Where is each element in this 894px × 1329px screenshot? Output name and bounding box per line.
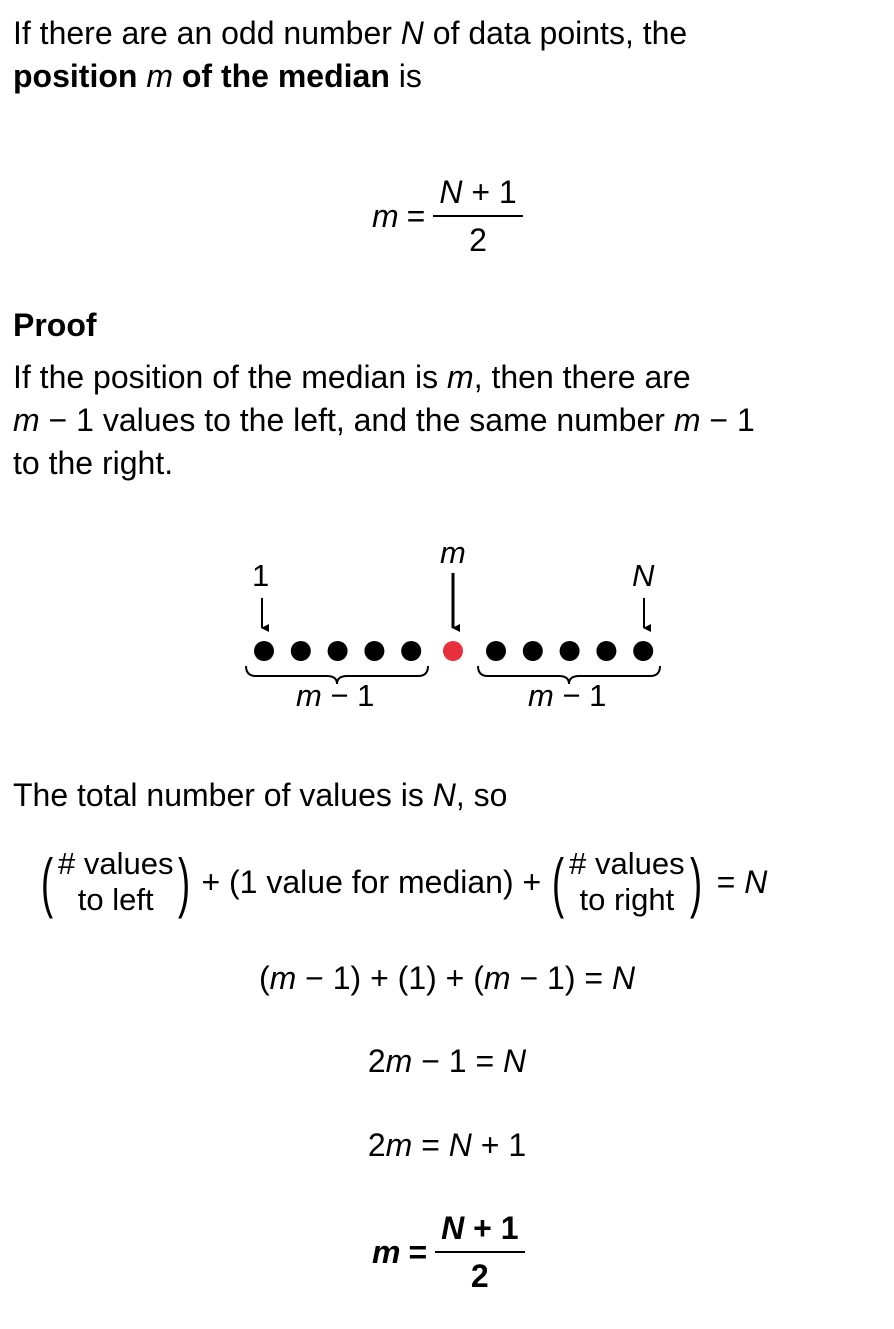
open-paren: ( [552, 845, 565, 919]
right-group [547, 846, 706, 918]
denominator: 2 [470, 1258, 489, 1294]
equals-sign: = [408, 1233, 428, 1270]
var-N: N [400, 15, 424, 51]
equation-end: = N [716, 863, 768, 900]
total-text: The total number of values is [13, 777, 433, 813]
equation-2: (m − 1) + (1) + (m − 1) = N [258, 960, 636, 996]
left-brace-label: m − 1 [296, 678, 375, 713]
close-paren: ) [178, 845, 191, 919]
bold-text: position [13, 58, 147, 94]
numerator: N + 1 [433, 173, 522, 217]
right-brace-label: m − 1 [528, 678, 607, 713]
denominator: 2 [469, 222, 487, 258]
intro-text: is [389, 58, 422, 94]
data-dot [364, 641, 384, 661]
open-paren: ( [40, 845, 54, 919]
total-text: , so [455, 777, 508, 813]
label-median: m [440, 535, 466, 570]
equation-words [36, 846, 767, 918]
result-formula [372, 1209, 525, 1295]
proof-text: If the position of the median is [13, 359, 448, 395]
total-sentence [13, 774, 507, 817]
data-dot [596, 641, 616, 661]
data-dot [560, 641, 580, 661]
left-stack [58, 846, 173, 918]
equals-sign: = [406, 197, 426, 234]
var-m: m [673, 402, 701, 438]
proof-heading: Proof [13, 307, 97, 343]
equation-middle: + (1 value for median) + [201, 863, 542, 900]
stack-top: # values [57, 846, 174, 881]
right-stack [569, 846, 684, 918]
var-m: m [13, 402, 40, 438]
proof-text: − 1 [700, 402, 755, 438]
fraction [435, 1209, 524, 1295]
proof-text: , then there are [473, 359, 691, 395]
equation-3: 2m − 1 = N [367, 1043, 527, 1079]
data-dot [633, 641, 653, 661]
bold-text: of the median [172, 58, 390, 94]
equation-4: 2m = N + 1 [367, 1127, 527, 1163]
left-group [36, 846, 195, 918]
data-dot [328, 641, 348, 661]
label-first: 1 [252, 558, 270, 593]
data-dot [254, 641, 274, 661]
var-m: m [146, 58, 173, 94]
data-dot [486, 641, 506, 661]
data-dot [291, 641, 311, 661]
data-dot [523, 641, 543, 661]
stack-top: # values [569, 846, 685, 881]
median-dot [443, 641, 463, 661]
label-last: N [632, 558, 655, 593]
close-paren: ) [689, 845, 702, 919]
intro-text: of data points, the [423, 15, 688, 51]
var-m: m [447, 359, 474, 395]
proof-line-3: to the right. [13, 445, 174, 481]
proof-text: − 1 values to the left, and the same number [39, 402, 674, 438]
numerator: N + 1 [435, 1209, 524, 1253]
var-m: m [372, 1233, 401, 1270]
dots-group [254, 641, 653, 661]
intro-text: If there are an odd number [13, 15, 401, 51]
stack-bottom: to right [579, 882, 675, 917]
var-m: m [372, 197, 399, 234]
var-N: N [432, 777, 456, 813]
data-dot [401, 641, 421, 661]
stack-bottom: to left [77, 882, 154, 917]
